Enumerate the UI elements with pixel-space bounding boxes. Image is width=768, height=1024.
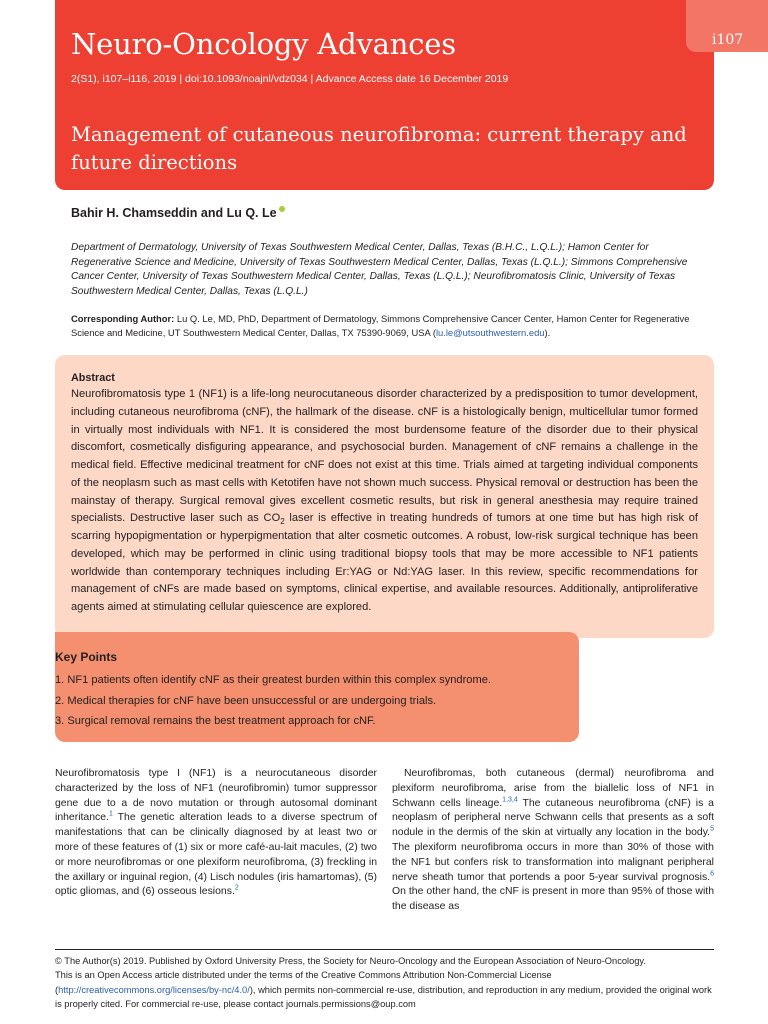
orcid-icon[interactable] [279,206,285,212]
body-text: The cutaneous neurofibroma (cNF) is a neoplasm of peripheral nerve Schwann cells that presents as a soft nodule in the dermis of the skin at virtually any location in the body. [392,797,714,839]
copyright-footer [55,954,714,1011]
abstract-part-1: Neurofibromatosis type 1 (NF1) is a life-long neurocutaneous disorder characterized by a predisposition to tumor development, including cutaneous neurofibroma (cNF), the hallmark of the disease. cNF is a histologically benign, multicellular tumor formed in virtually most individuals with NF1. It is considered the most burdensome feature of the disorder due to their physical discomfort, cosmetically disfiguring appearance, and psychosocial burden. Management of cNF remains a challenge in the medical field. Effective medicinal treatment for cNF does not exist at this time. Trials aimed at targeting individual components of the neoplasm such as mast cells with Ketotifen have not shown much success. Physical removal or destruction has been the mainstay of therapy. Surgical removal gives excellent cosmetic results, but risk in general anesthesia may require trained specialists. Destructive laser such as CO [71,388,698,525]
body-text: Neurofibromas, both cutaneous (dermal) neurofibroma and plexiform neurofibroma, arise from the biallelic loss of NF1 in Schwann cells lineage. [392,768,714,809]
key-point-item: 1. NF1 patients often identify cNF as their greatest burden within this complex syndrome. [55,674,491,686]
corresponding-author [71,312,696,340]
reference-link[interactable]: 5 [710,825,714,833]
key-point-item: 3. Surgical removal remains the best treatment approach for cNF. [55,715,376,727]
abstract-heading: Abstract [71,372,115,384]
corresponding-end: ). [544,327,551,338]
affiliations: Department of Dermatology, University of Texas Southwestern Medical Center, Dallas, Texas (B.H.C., L.Q.L.); Hamon Center for Regenerative Science and Medicine, University of Texas Southwestern Medical Center, Dallas, Texas (L.Q.L.); Simmons Comprehensive Cancer Center, University of Texas Southwestern Medical Center, Dallas, Texas (L.Q.L.); Neurofibromatosis Clinic, University of Texas Southwestern Medical Center, Dallas, Texas (L.Q.L.) [71,242,688,298]
author-list [71,206,285,220]
corresponding-label: Corresponding Author: [71,313,175,324]
body-text: The genetic alteration leads to a diverse spectrum of manifestations that can be clinically diagnosed by at least two or more of these features of (1) six or more café-au-lait macules, (2) two or more neurofibromas or one plexiform neurofibroma, (3) freckling in the axillary or inguinal region, (4) Lisch nodules (iris hamartomas), (5) optic gliomas, and (6) osseous lesions. [55,812,377,898]
body-text: On the other hand, the cNF is present in more than 95% of those with the disease as [392,886,714,913]
key-points-list [55,670,491,732]
reference-link[interactable]: 1,3,4 [502,796,518,804]
body-column-right [392,767,714,915]
page-number: i107 [712,32,744,48]
key-point-item: 2. Medical therapies for cNF have been unsuccessful or are undergoing trials. [55,694,437,707]
key-points-heading: Key Points [55,650,118,664]
body-text: The plexiform neurofibroma occurs in more than 30% of those with the NF1 but confers risk to transformation into malignant peripheral nerve sheath tumor that portends a poor 5-year survival prognosis. [392,841,714,883]
citation-line: 2(S1), i107–i116, 2019 | doi:10.1093/noajnl/vdz034 | Advance Access date 16 December 2019 [71,73,509,85]
license-text: This is an Open Access article distributed under the terms of the Creative Commons Attribution Non-Commercial License ( [55,970,552,995]
license-text-end: ), which permits non-commercial re-use, distribution, and reproduction in any medium, provided the original work is properly cited. For commercial re-use, please contact journals.permissions@oup.com [55,984,712,1009]
reference-link[interactable]: 1 [108,810,113,818]
license-link[interactable]: http://creativecommons.org/licenses/by-nc/4.0/ [58,984,250,995]
author-names: Bahir H. Chamseddin and Lu Q. Le [71,206,277,221]
reference-link[interactable]: 6 [710,870,714,878]
reference-link[interactable]: 2 [234,884,239,892]
article-title: Management of cutaneous neurofibroma: current therapy and future directions [71,123,687,174]
abstract-text [71,386,698,617]
copyright-line: © The Author(s) 2019. Published by Oxford University Press, the Society for Neuro-Oncology and the European Association of Neuro-Oncology. [55,956,646,966]
corresponding-text: Lu Q. Le, MD, PhD, Department of Dermatology, Simmons Comprehensive Cancer Center, Hamon Center for Regenerative Science and Medicine, UT Southwestern Medical Center, Dallas, TX 75390-9069, USA ( [71,313,690,338]
email-link[interactable]: lu.le@utsouthwestern.edu [435,327,545,338]
body-column-left [55,767,377,900]
footer-divider [55,949,714,950]
co2-subscript: 2 [280,517,285,527]
abstract-part-2: laser is effective in treating hundreds of tumors at one time but has high risk of scarring hypopigmentation or hyperpigmentation that alter cosmetic outcomes. A robust, low-risk surgical technique has been developed, which may be performed in clinic using traditional biopsy tools that may be more accessible to NF1 patients worldwide than contemporary techniques including Er:YAG or Nd:YAG laser. In this review, specific recommendations for management of cNFs are made based on symptoms, clinical expertise, and available resources. Additionally, antiproliferative agents aimed at stimulating cellular quiescence are explored. [71,512,698,613]
journal-title: Neuro-Oncology Advances [71,27,456,61]
body-text: Neurofibromatosis type I (NF1) is a neurocutaneous disorder characterized by the loss of NF1 (neurofibromin) tumor suppressor gene due to a de novo mutation or through autosomal dominant inheritance. [55,768,377,824]
